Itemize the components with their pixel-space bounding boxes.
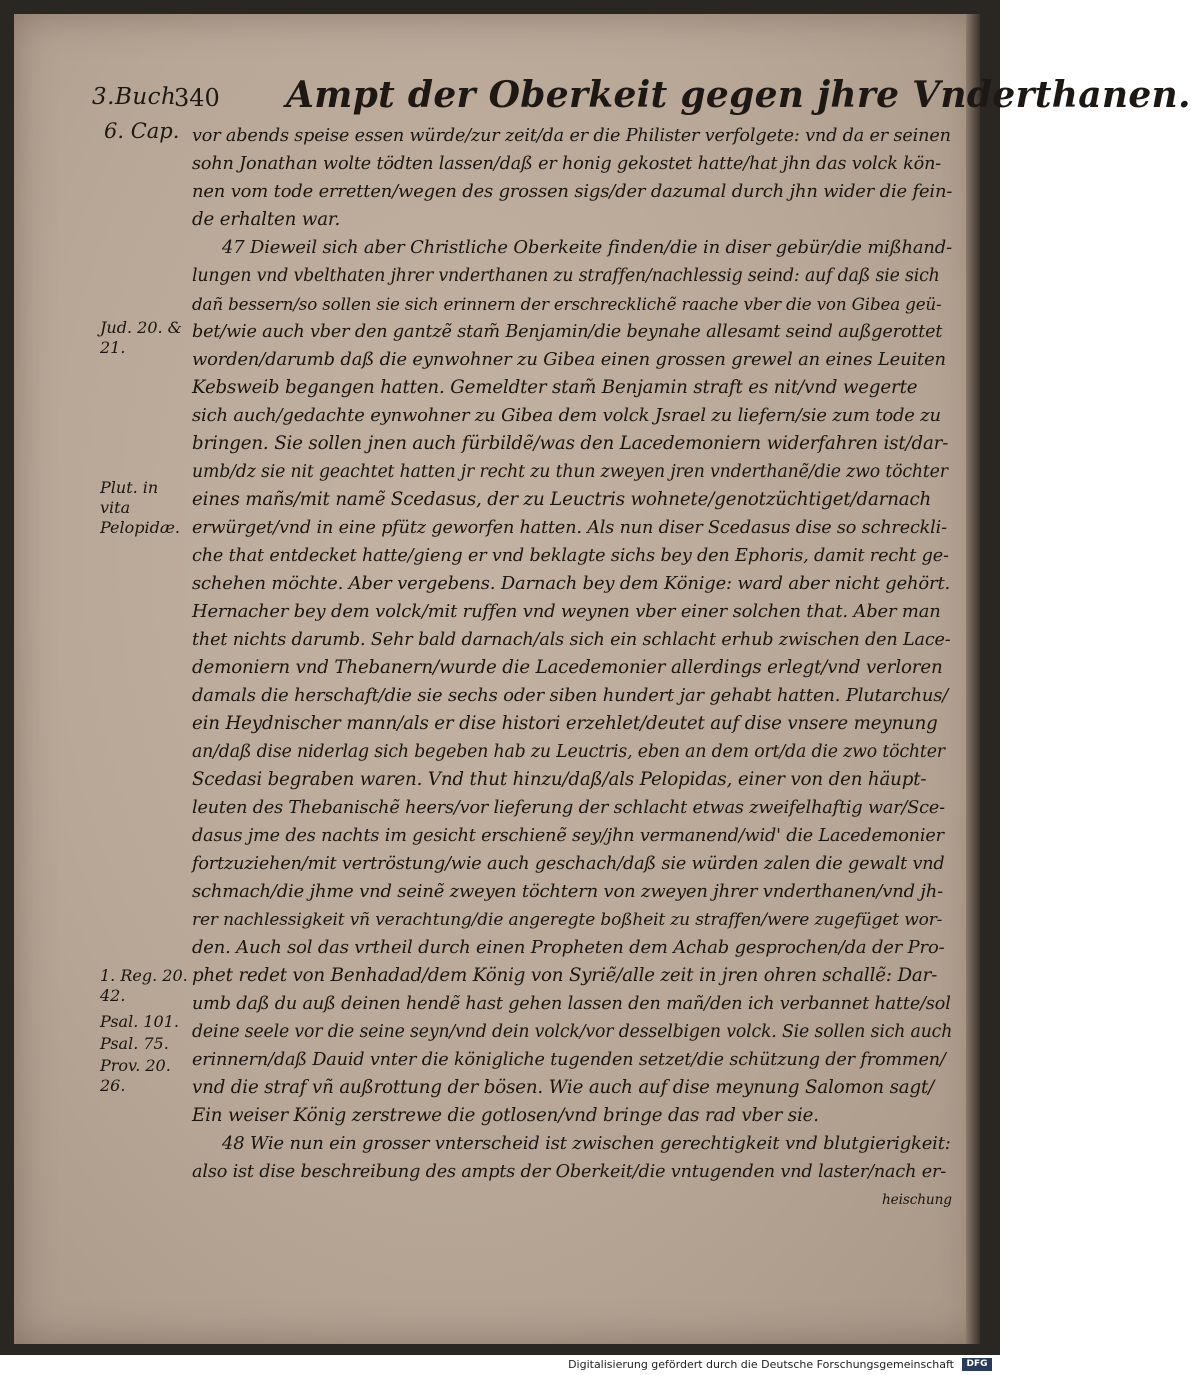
text-line: an/daß dise niderlag sich begeben hab zu Leuctris, eben an dem ort/da die zwo töchter (192, 742, 945, 762)
margin-note: Prov. 20. 26. (100, 1056, 171, 1095)
footer-credit: Digitalisierung gefördert durch die Deutsche Forschungsgemeinschaft (568, 1358, 954, 1371)
margin-note: Plut. in vita Pelopidæ. (100, 478, 180, 537)
text-line: umb daß du auß deinen hendẽ hast gehen lassen den mañ/den ich verbannet hatte/sol (192, 994, 951, 1014)
text-line: rer nachlessigkeit vñ verachtung/die angeregte boßheit zu straffen/were zugefüget wor- (192, 910, 943, 930)
text-line: Hernacher bey dem volck/mit ruffen vnd weynen vber einer solchen that. Aber man (192, 601, 941, 622)
text-line: Kebsweib begangen hatten. Gemeldter stam̃ Benjamin straft es nit/vnd wegerte (192, 377, 918, 398)
text-line: 47 Dieweil sich aber Christliche Oberkeite finden/die in diser gebür/die mißhand- (222, 237, 952, 258)
book-label: 3.Buch (92, 84, 177, 110)
text-line: sohn Jonathan wolte tödten lassen/daß er honig gekostet hatte/hat jhn das volck kön- (192, 154, 942, 174)
text-line: lungen vnd vbelthaten jhrer vnderthanen zu straffen/nachlessig seind: auf daß sie sich (192, 266, 940, 286)
running-title: Ampt der Oberkeit gegen jhre Vnderthanen. (286, 74, 1191, 116)
chapter-label: 6. Cap. (104, 119, 180, 143)
text-line: schmach/die jhme vnd seinẽ zweyen töchtern von zweyen jhrer vnderthanen/vnd jh- (192, 881, 944, 902)
text-line: demoniern vnd Thebanern/wurde die Lacedemonier allerdings erlegt/vnd verloren (192, 657, 943, 678)
margin-note: Jud. 20. & 21. (100, 318, 182, 357)
text-line: nen vom tode erretten/wegen des grossen sigs/der dazumal durch jhn wider die fein- (192, 181, 953, 202)
text-line: leuten des Thebanischẽ heers/vor lieferung der schlacht etwas zweifelhaftig war/Sce- (192, 798, 945, 818)
page-fold-shadow (966, 14, 980, 1344)
page-number: 340 (174, 84, 220, 112)
text-line: dasus jme des nachts im gesicht erschienẽ sey/jhn vermanend/wid' die Lacedemonier (192, 826, 944, 846)
text-line: heischung (882, 1192, 952, 1208)
digitization-footer (0, 1355, 1000, 1375)
text-line: sich auch/gedachte eynwohner zu Gibea dem volck Jsrael zu liefern/sie zum tode zu (192, 405, 941, 426)
text-line: worden/darumb daß die eynwohner zu Gibea einen grossen grewel an eines Leuiten (192, 349, 946, 370)
text-line: bringen. Sie sollen jnen auch fürbildẽ/was den Lacedemoniern widerfahren ist/dar- (192, 433, 949, 454)
text-line: 48 Wie nun ein grosser vnterscheid ist zwischen gerechtigkeit vnd blutgierigkeit: (222, 1133, 951, 1154)
text-line: phet redet von Benhadad/dem König von Syriẽ/alle zeit in jren ohren schallẽ: Dar- (192, 965, 938, 986)
text-line: vor abends speise essen würde/zur zeit/da er die Philister verfolgete: vnd da er seinen (192, 126, 951, 146)
text-line: damals die herschaft/die sie sechs oder siben hundert jar gehabt hatten. Plutarchus/ (192, 685, 949, 706)
text-line: vnd die straf vñ außrottung der bösen. Wie auch auf dise meynung Salomon sagt/ (192, 1077, 935, 1098)
dfg-logo: DFG (962, 1358, 992, 1371)
text-line: de erhalten war. (192, 209, 341, 230)
text-line: che that entdecket hatte/gieng er vnd beklagte sichs bey den Ephoris, damit recht ge- (192, 546, 949, 566)
text-line: bet/wie auch vber den gantzẽ stam̃ Benjamin/die beynahe allesamt seind außgerottet (192, 322, 943, 342)
text-line: schehen möchte. Aber vergebens. Darnach bey dem Könige: ward aber nicht gehört. (192, 573, 951, 594)
text-line: eines mañs/mit namẽ Scedasus, der zu Leuctris wohnete/genotzüchtiget/darnach (192, 489, 932, 510)
text-line: deine seele vor die seine seyn/vnd dein volck/vor desselbigen volck. Sie sollen sich auch (192, 1022, 953, 1042)
text-line: dañ bessern/so sollen sie sich erinnern der erschrecklichẽ raache vber die von Gibea geü- (192, 294, 942, 314)
margin-note: Psal. 75. (100, 1034, 169, 1053)
margin-note: Psal. 101. (100, 1012, 179, 1031)
text-line: Ein weiser König zerstrewe die gotlosen/vnd bringe das rad vber sie. (192, 1105, 819, 1126)
text-line: ein Heydnischer mann/als er dise histori erzehlet/deutet auf dise vnsere meynung (192, 713, 938, 734)
text-line: fortzuziehen/mit vertröstung/wie auch geschach/daß sie würden zalen die gewalt vnd (192, 854, 945, 874)
text-line: umb/dz sie nit geachtet hatten jr recht zu thun zweyen jren vnderthanẽ/die zwo töchter (192, 462, 948, 482)
text-line: also ist dise beschreibung des ampts der Oberkeit/die vntugenden vnd laster/nach er- (192, 1162, 947, 1182)
text-line: thet nichts darumb. Sehr bald darnach/als sich ein schlacht erhub zwischen den Lace- (192, 630, 951, 650)
margin-note: 1. Reg. 20. 42. (100, 966, 188, 1005)
text-line: den. Auch sol das vrtheil durch einen Propheten dem Achab gesprochen/da der Pro- (192, 937, 945, 958)
text-line: erinnern/daß Dauid vnter die königliche tugenden setzet/die schützung der frommen/ (192, 1050, 946, 1070)
text-line: Scedasi begraben waren. Vnd thut hinzu/daß/als Pelopidas, einer von den häupt- (192, 769, 927, 790)
text-line: erwürget/vnd in eine pfütz geworfen hatten. Als nun diser Scedasus dise so schreckli- (192, 518, 947, 538)
